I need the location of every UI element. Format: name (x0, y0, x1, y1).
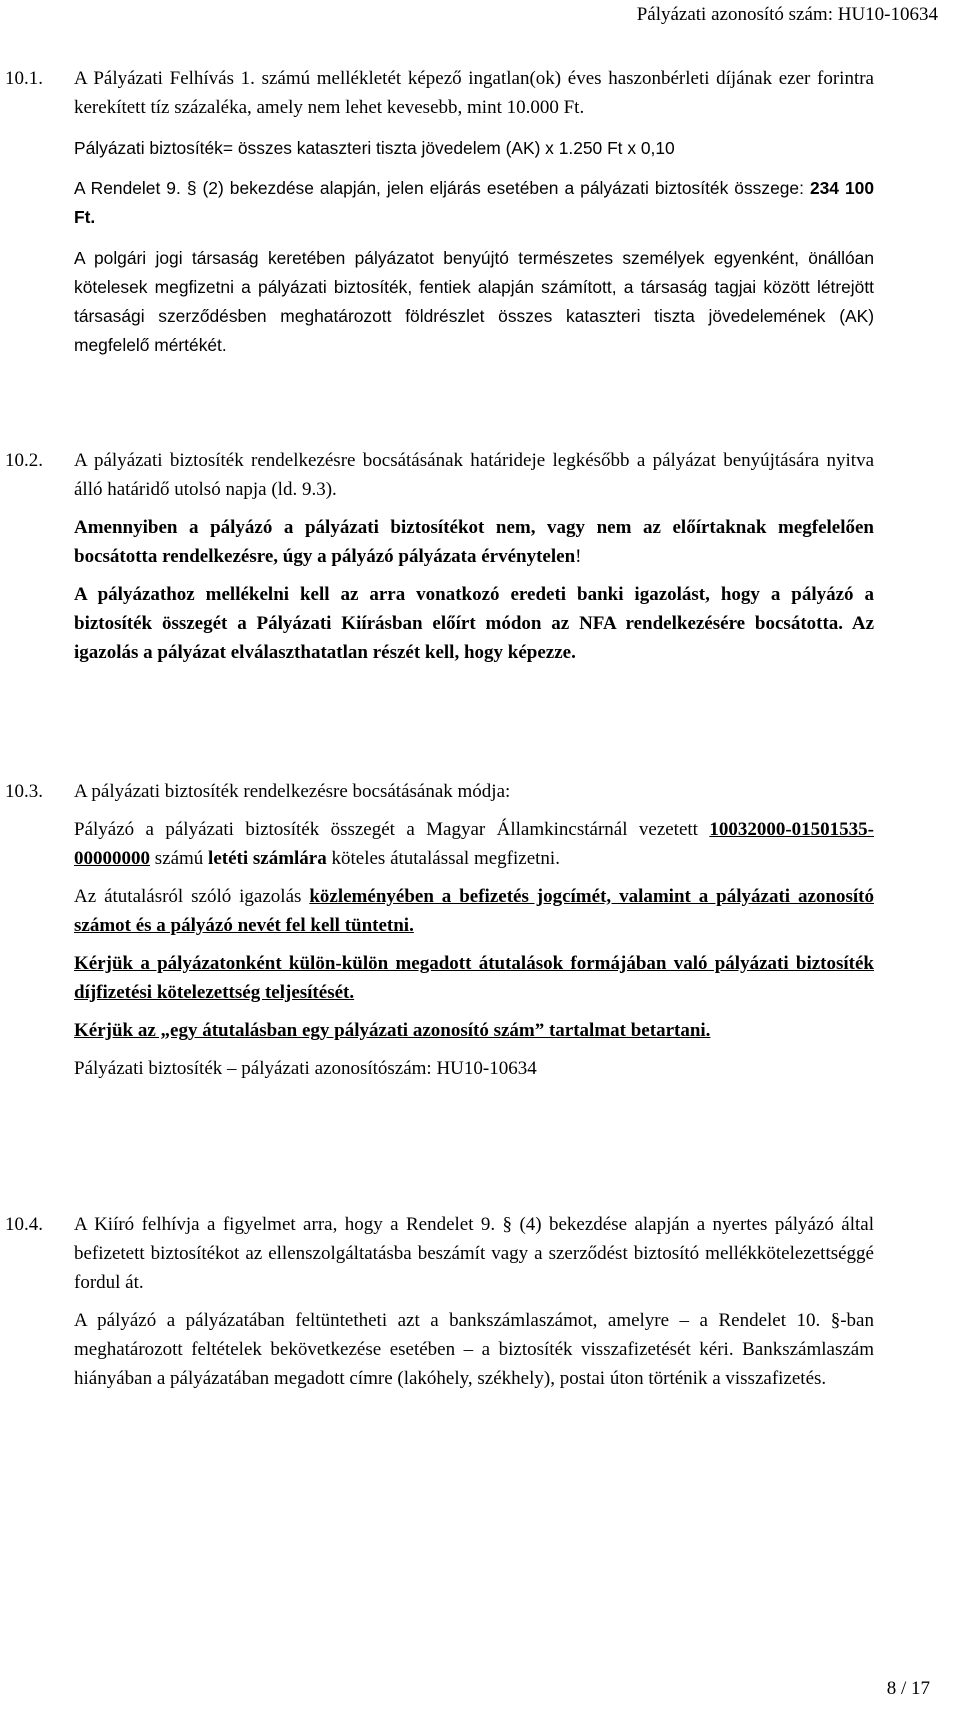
section-10-1 (74, 64, 874, 360)
text: A Rendelet 9. § (2) bekezdése alapján, jelen eljárás esetében a pályázati biztosíték összege: (74, 178, 810, 198)
paragraph (74, 174, 874, 232)
paragraph: A Kiíró felhívja a figyelmet arra, hogy a Rendelet 9. § (4) bekezdése alapján a nyertes pályázó által befizetett biztosítékot az ellenszolgáltatásba beszámít vagy a szerződést biztosító mellékkötelezettséggé fordul át. (74, 1214, 874, 1293)
text: Az átutalásról szóló igazolás (74, 886, 310, 907)
section-number-10-1: 10.1. (5, 68, 43, 89)
section-10-2 (74, 446, 874, 667)
page-number: 8 / 17 (886, 1678, 930, 1699)
section-10-3 (74, 777, 874, 1083)
paragraph: A Pályázati Felhívás 1. számú mellékletét képező ingatlan(ok) éves haszonbérleti díjának ezer forintra kerekített tíz százaléka, amely nem lehet kevesebb, mint 10.000 Ft. (74, 68, 874, 118)
paragraph (74, 882, 874, 940)
paragraph (74, 815, 874, 873)
paragraph-formula: Pályázati biztosíték= összes kataszteri tiszta jövedelem (AK) x 1.250 Ft x 0,10 (74, 138, 675, 158)
paragraph: Kérjük a pályázatonként külön-külön megadott átutalások formájában való pályázati biztosíték díjfizetési kötelezettség teljesítését. (74, 953, 874, 1003)
paragraph-bank-certificate: A pályázathoz mellékelni kell az arra vonatkozó eredeti banki igazolást, hogy a pályázó a biztosíték összegét a Pályázati Kiírásban előírt módon az NFA rendelkezésére bocsátotta. Az igazolás a pályázat elválaszthatatlan részét kell, hogy képezze. (74, 584, 874, 663)
section-10-4 (74, 1210, 874, 1393)
text: közleményében a befizetés jogcímét, valamint a pályázati azonosító számot és a pályázó nevét fel kell tüntetni. (74, 886, 874, 936)
deposit-amount: 234 100 Ft. (74, 178, 874, 227)
section-number-10-2: 10.2. (5, 450, 43, 471)
text: számú (150, 848, 209, 869)
paragraph: Kérjük az „egy átutalásban egy pályázati azonosító szám” tartalmat betartani. (74, 1020, 711, 1041)
text: ! (575, 546, 582, 567)
page-header: Pályázati azonosító szám: HU10-10634 (636, 4, 938, 25)
account-number: 10032000-01501535-00000000 (74, 819, 874, 869)
paragraph: A pályázati biztosíték rendelkezésre bocsátásának határideje legkésőbb a pályázat benyújtására nyitva álló határidő utolsó napja (ld. 9.3). (74, 450, 874, 500)
paragraph: A pályázó a pályázatában feltüntetheti azt a bankszámlaszámot, amelyre – a Rendelet 10. §-ban meghatározott feltételek bekövetkezése esetében – a biztosíték visszafizetését kéri. Bankszámlaszám hiányában a pályázatában megadott címre (lakóhely, székhely), postai úton történik a visszafizetés. (74, 1310, 874, 1389)
text: Pályázó a pályázati biztosíték összegét a Magyar Államkincstárnál vezetett (74, 819, 710, 840)
deposit-account-label: letéti számlára (208, 848, 327, 869)
text: Amennyiben a pályázó a pályázati biztosítékot nem, vagy nem az előírtaknak megfelelően bocsátotta rendelkezésre, úgy a pályázó pályázata érvénytelen (74, 517, 874, 567)
text: köteles átutalással megfizetni. (326, 848, 560, 869)
paragraph-reference: Pályázati biztosíték – pályázati azonosítószám: HU10-10634 (74, 1058, 537, 1079)
section-number-10-3: 10.3. (5, 781, 43, 802)
paragraph: A polgári jogi társaság keretében pályázatot benyújtó természetes személyek egyenként, önállóan kötelesek megfizetni a pályázati biztosíték, fentiek alapján számított, a társaság tagjai között létrejött társasági szerződésben meghatározott földrészlet összes kataszteri tiszta jövedelemének (AK) megfelelő mértékét. (74, 248, 874, 355)
paragraph: A pályázati biztosíték rendelkezésre bocsátásának módja: (74, 781, 511, 802)
paragraph-warning (74, 513, 874, 571)
section-number-10-4: 10.4. (5, 1214, 43, 1235)
